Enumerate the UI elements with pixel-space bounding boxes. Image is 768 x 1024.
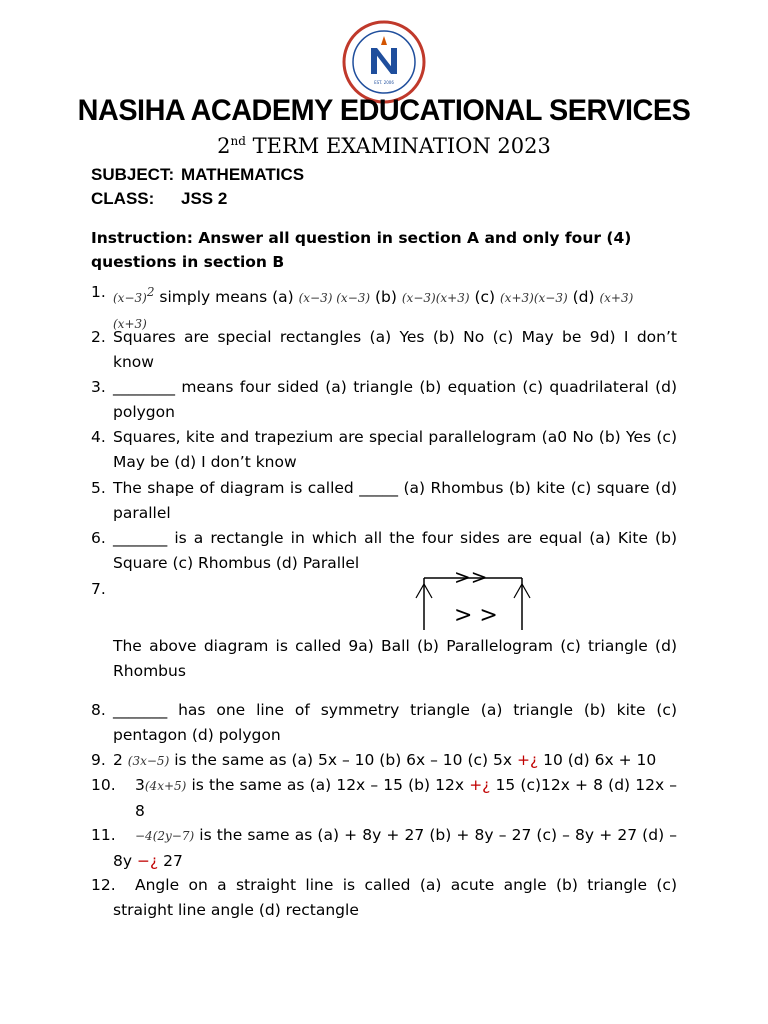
exam-title: 2nd TERM EXAMINATION 2023 — [217, 134, 551, 158]
instruction: Instruction: Answer all question in section A and only four (4) questions in section B — [91, 229, 632, 271]
question-2: 2. Squares are special rectangles (a) Yes (b) No (c) May be 9d) I don’t know — [91, 328, 677, 371]
question-1: 1. $(x-3)^2$ simply means (a) (x−3) (x−3) (b) (x−3)(x+3) (c) (x+3)(x−3) (d) (x+3) (x+3) — [91, 283, 634, 332]
question-12: 12. Angle on a straight line is called (a) acute angle (b) triangle (c) straight line angle (d) rectangle — [91, 876, 677, 919]
question-10: 10. 3(4x+5) is the same as (a) 12x – 15 (b) 12x +¿ 15 (c)12x + 8 (d) 12x – 8 — [91, 776, 677, 820]
svg-text:> >: > > — [454, 603, 498, 628]
question-8: 8. _______ has one line of symmetry triangle (a) triangle (b) kite (c) pentagon (d) polygon — [91, 701, 677, 744]
question-4: 4. Squares, kite and trapezium are special parallelogram (a0 No (b) Yes (c) May be (d) I don’t know — [91, 428, 677, 471]
svg-text:EST. 2006: EST. 2006 — [374, 80, 394, 85]
question-11: 11. −4(2y−7) is the same as (a) + 8y + 27 (b) + 8y – 27 (c) – 8y + 27 (d) – 8y −¿ 27 — [91, 826, 677, 870]
question-7: The above diagram is called 9a) Ball (b) Parallelogram (c) triangle (d) Rhombus — [113, 637, 677, 680]
question-9: 9. 2 (3x−5) is the same as (a) 5x – 10 (b) 6x – 10 (c) 5x +¿ 10 (d) 6x + 10 — [91, 751, 657, 769]
question-5: 5. The shape of diagram is called _____ (a) Rhombus (b) kite (c) square (d) parallel — [91, 479, 677, 522]
question-6: 6. _______ is a rectangle in which all the four sides are equal (a) Kite (b) Square (c) Rhombus (d) Parallel — [91, 529, 677, 572]
class-line: CLASS: JSS 2 — [91, 189, 228, 208]
school-logo — [342, 20, 426, 104]
subject-line: SUBJECT: MATHEMATICS — [91, 165, 305, 184]
school-name: NASIHA ACADEMY EDUCATIONAL SERVICES — [77, 94, 691, 127]
question-3: 3. ________ means four sided (a) triangle (b) equation (c) quadrilateral (d) polygon — [91, 378, 677, 421]
svg-text:>>: >> — [454, 570, 488, 589]
parallelogram-diagram — [410, 570, 540, 632]
